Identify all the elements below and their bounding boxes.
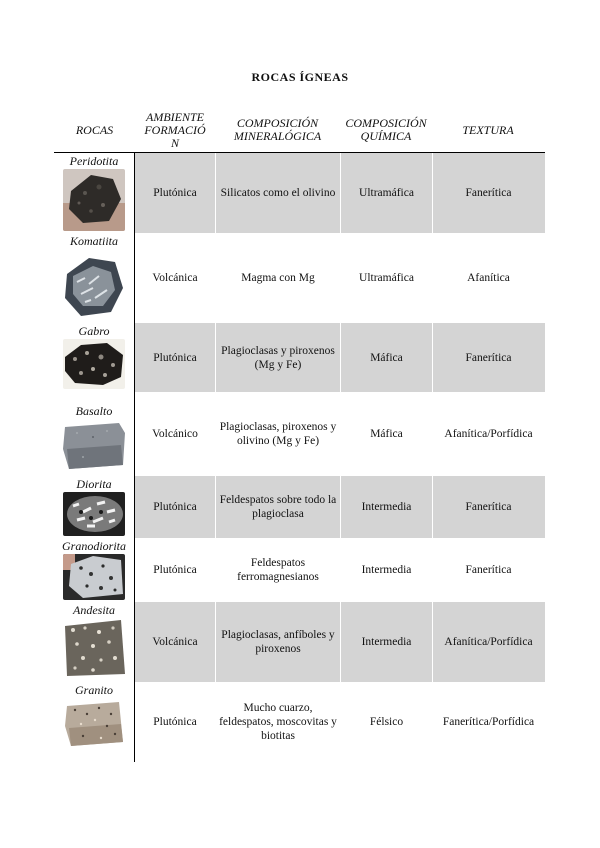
table-row bbox=[54, 476, 545, 538]
rock-cell bbox=[54, 682, 135, 762]
row-data bbox=[135, 392, 545, 476]
cell-textura: Fanerítica bbox=[432, 476, 544, 538]
cell-ambiente: Volcánico bbox=[152, 428, 198, 440]
table-row bbox=[54, 602, 545, 682]
rock-name: Gabro bbox=[78, 324, 110, 338]
row-data bbox=[135, 153, 545, 233]
diorita-image bbox=[63, 492, 125, 536]
rock-cell bbox=[54, 233, 135, 323]
gabro-image bbox=[63, 339, 125, 389]
rock-cell bbox=[54, 538, 135, 602]
granodiorita-image bbox=[63, 554, 125, 600]
page-title: ROCAS ÍGNEAS bbox=[251, 70, 349, 84]
cell-textura: Fanerítica bbox=[432, 153, 544, 233]
cell-mineral: Feldespatos sobre todo la plagioclasa bbox=[215, 476, 340, 538]
cell-quimica: Intermedia bbox=[340, 538, 432, 602]
rock-cell bbox=[54, 602, 135, 682]
table-header bbox=[54, 108, 545, 153]
cell-mineral: Magma con Mg bbox=[215, 233, 340, 323]
rock-cell bbox=[54, 153, 135, 233]
header-textura: TEXTURA bbox=[462, 122, 514, 137]
row-data bbox=[135, 233, 545, 323]
cell-ambiente: Plutónica bbox=[153, 564, 197, 576]
cell-quimica: Ultramáfica bbox=[340, 233, 432, 323]
table-row bbox=[54, 538, 545, 602]
cell-ambiente: Plutónica bbox=[153, 187, 197, 199]
cell-quimica: Máfica bbox=[340, 392, 432, 476]
row-data bbox=[135, 602, 545, 682]
rock-name: Andesita bbox=[73, 603, 115, 617]
cell-ambiente: Volcánica bbox=[152, 636, 198, 648]
cell-mineral: Silicatos como el olivino bbox=[215, 153, 340, 233]
cell-quimica: Intermedia bbox=[340, 476, 432, 538]
cell-ambiente: Plutónica bbox=[153, 501, 197, 513]
table-row bbox=[54, 392, 545, 476]
header-rocas: ROCAS bbox=[75, 122, 114, 137]
cell-quimica: Ultramáfica bbox=[340, 153, 432, 233]
cell-mineral: Mucho cuarzo, feldespatos, moscovitas y biotitas bbox=[215, 682, 340, 762]
rock-name: Komatiita bbox=[69, 234, 118, 248]
cell-textura: Fanerítica bbox=[432, 538, 544, 602]
table-row bbox=[54, 153, 545, 233]
header-composicion-mineralogica: COMPOSICIÓN MINERALÓGICA bbox=[233, 116, 322, 143]
header-ambiente: AMBIENTE FORMACIÓ N bbox=[144, 109, 206, 150]
granito-image bbox=[63, 698, 125, 750]
rock-name: Basalto bbox=[75, 404, 113, 418]
cell-ambiente: Plutónica bbox=[153, 716, 197, 728]
andesita-image bbox=[63, 618, 125, 678]
cell-quimica: Intermedia bbox=[340, 602, 432, 682]
row-data bbox=[135, 682, 545, 762]
cell-mineral: Plagioclasas y piroxenos (Mg y Fe) bbox=[215, 323, 340, 392]
rock-cell bbox=[54, 392, 135, 476]
cell-ambiente: Plutónica bbox=[153, 351, 197, 364]
table-row bbox=[54, 682, 545, 762]
komatiita-image bbox=[63, 254, 125, 320]
cell-textura: Fanerítica/Porfídica bbox=[432, 682, 544, 762]
basalto-image bbox=[63, 419, 125, 471]
row-data bbox=[135, 323, 545, 392]
cell-textura: Afanítica/Porfídica bbox=[432, 602, 544, 682]
rock-name: Peridotita bbox=[69, 154, 119, 168]
rock-name: Diorita bbox=[76, 477, 112, 491]
cell-textura: Afanítica/Porfídica bbox=[432, 392, 544, 476]
cell-mineral: Plagioclasas, anfíboles y piroxenos bbox=[215, 602, 340, 682]
rocks-table bbox=[54, 108, 545, 762]
cell-ambiente: Volcánica bbox=[152, 272, 198, 284]
cell-textura: Fanerítica bbox=[432, 323, 544, 392]
cell-mineral: Feldespatos ferromagnesianos bbox=[215, 538, 340, 602]
rock-cell bbox=[54, 476, 135, 538]
rock-cell bbox=[54, 323, 135, 392]
cell-quimica: Máfica bbox=[340, 323, 432, 392]
rock-name: Granito bbox=[74, 683, 113, 697]
row-data bbox=[135, 538, 545, 602]
table-row bbox=[54, 233, 545, 323]
cell-mineral: Plagioclasas, piroxenos y olivino (Mg y Fe) bbox=[215, 392, 340, 476]
header-composicion-quimica: COMPOSICIÓN QUÍMICA bbox=[345, 116, 427, 143]
row-data bbox=[135, 476, 545, 538]
table-row bbox=[54, 323, 545, 392]
rock-name: Granodiorita bbox=[61, 539, 126, 553]
cell-quimica: Félsico bbox=[340, 682, 432, 762]
cell-textura: Afanítica bbox=[432, 233, 544, 323]
peridotita-image bbox=[63, 169, 125, 231]
